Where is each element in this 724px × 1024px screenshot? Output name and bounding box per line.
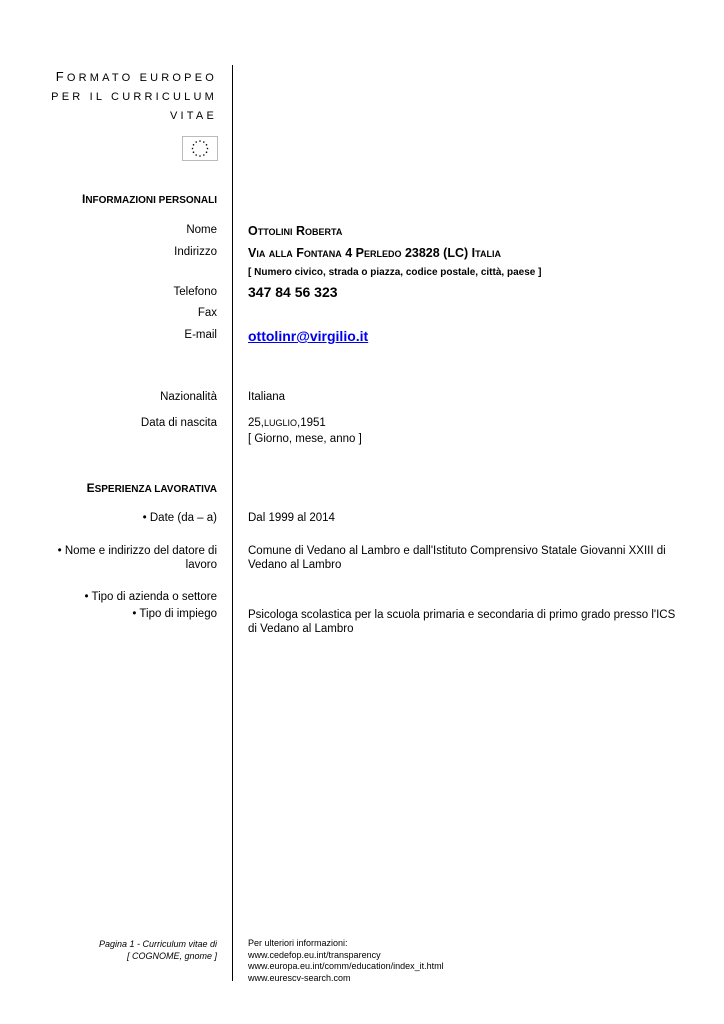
employer-value: Comune di Vedano al Lambro e dall'Istituto Comprensivo Statale Giovanni XXIII di Vedano al Lambro bbox=[248, 545, 666, 571]
section-rest: SPERIENZA LAVORATIVA bbox=[94, 484, 217, 495]
document-title bbox=[51, 67, 217, 126]
phone-label: Telefono bbox=[173, 286, 217, 298]
title-line3: VITAE bbox=[170, 110, 217, 122]
dates-value: Dal 1999 al 2014 bbox=[248, 512, 335, 524]
footer-link-eurescv[interactable]: www.eurescv-search.com bbox=[248, 972, 351, 983]
birth-day: 25, bbox=[248, 417, 264, 429]
sector-label: • Tipo di azienda o settore bbox=[84, 591, 217, 603]
footer-page-line: Pagina 1 - Curriculum vitae di bbox=[98, 939, 217, 949]
job-value: Psicologa scolastica per la scuola primaria e secondaria di primo grado presso l'ICS di Vedano al Lambro bbox=[248, 609, 676, 635]
name-value: Ottolini Roberta bbox=[248, 224, 343, 238]
section-initial: E bbox=[86, 481, 95, 495]
footer-name-placeholder: [ COGNOME, gnome ] bbox=[126, 951, 217, 961]
footer-page-info bbox=[99, 938, 217, 962]
birth-month: LUGLIO bbox=[264, 418, 298, 428]
title-line1: ORMATO EUROPEO bbox=[66, 72, 217, 84]
eu-flag-logo bbox=[182, 136, 218, 161]
employer-label-line1: • Nome e indirizzo del datore di bbox=[57, 545, 217, 557]
dates-label: • Date (da – a) bbox=[142, 512, 217, 524]
nationality-label: Nazionalità bbox=[160, 391, 217, 403]
email-link[interactable]: ottolinr@virgilio.it bbox=[248, 328, 369, 344]
footer-links bbox=[248, 938, 444, 984]
section-personal-info bbox=[82, 192, 217, 206]
footer-link-cedefop[interactable]: www.cedefop.eu.int/transparency bbox=[248, 949, 381, 960]
section-rest: NFORMAZIONI PERSONALI bbox=[85, 195, 217, 206]
nationality-value: Italiana bbox=[248, 391, 286, 403]
footer-link-europa[interactable]: www.europa.eu.int/comm/education/index_it.html bbox=[248, 961, 444, 971]
email-label: E-mail bbox=[184, 329, 217, 341]
birth-label: Data di nascita bbox=[140, 417, 217, 429]
fax-label: Fax bbox=[197, 307, 217, 319]
name-label: Nome bbox=[186, 224, 217, 236]
employer-label bbox=[58, 544, 217, 572]
section-initial: I bbox=[81, 192, 86, 206]
birth-hint: [ Giorno, mese, anno ] bbox=[248, 433, 362, 445]
title-line2: PER IL CURRICULUM bbox=[51, 91, 217, 103]
title-initial: F bbox=[55, 69, 67, 84]
footer-info-label: Per ulteriori informazioni: bbox=[248, 938, 348, 948]
birth-value bbox=[248, 417, 326, 429]
address-hint: [ Numero civico, strada o piazza, codice postale, città, paese ] bbox=[248, 267, 542, 278]
section-work-experience bbox=[87, 481, 217, 495]
phone-value: 347 84 56 323 bbox=[248, 284, 338, 300]
employer-label-line2: lavoro bbox=[185, 559, 217, 571]
vertical-divider bbox=[232, 65, 233, 981]
birth-year: ,1951 bbox=[297, 417, 326, 429]
address-label: Indirizzo bbox=[174, 246, 217, 258]
job-label: • Tipo di impiego bbox=[132, 608, 217, 620]
address-value: Via alla Fontana 4 Perledo 23828 (LC) Italia bbox=[248, 246, 501, 260]
